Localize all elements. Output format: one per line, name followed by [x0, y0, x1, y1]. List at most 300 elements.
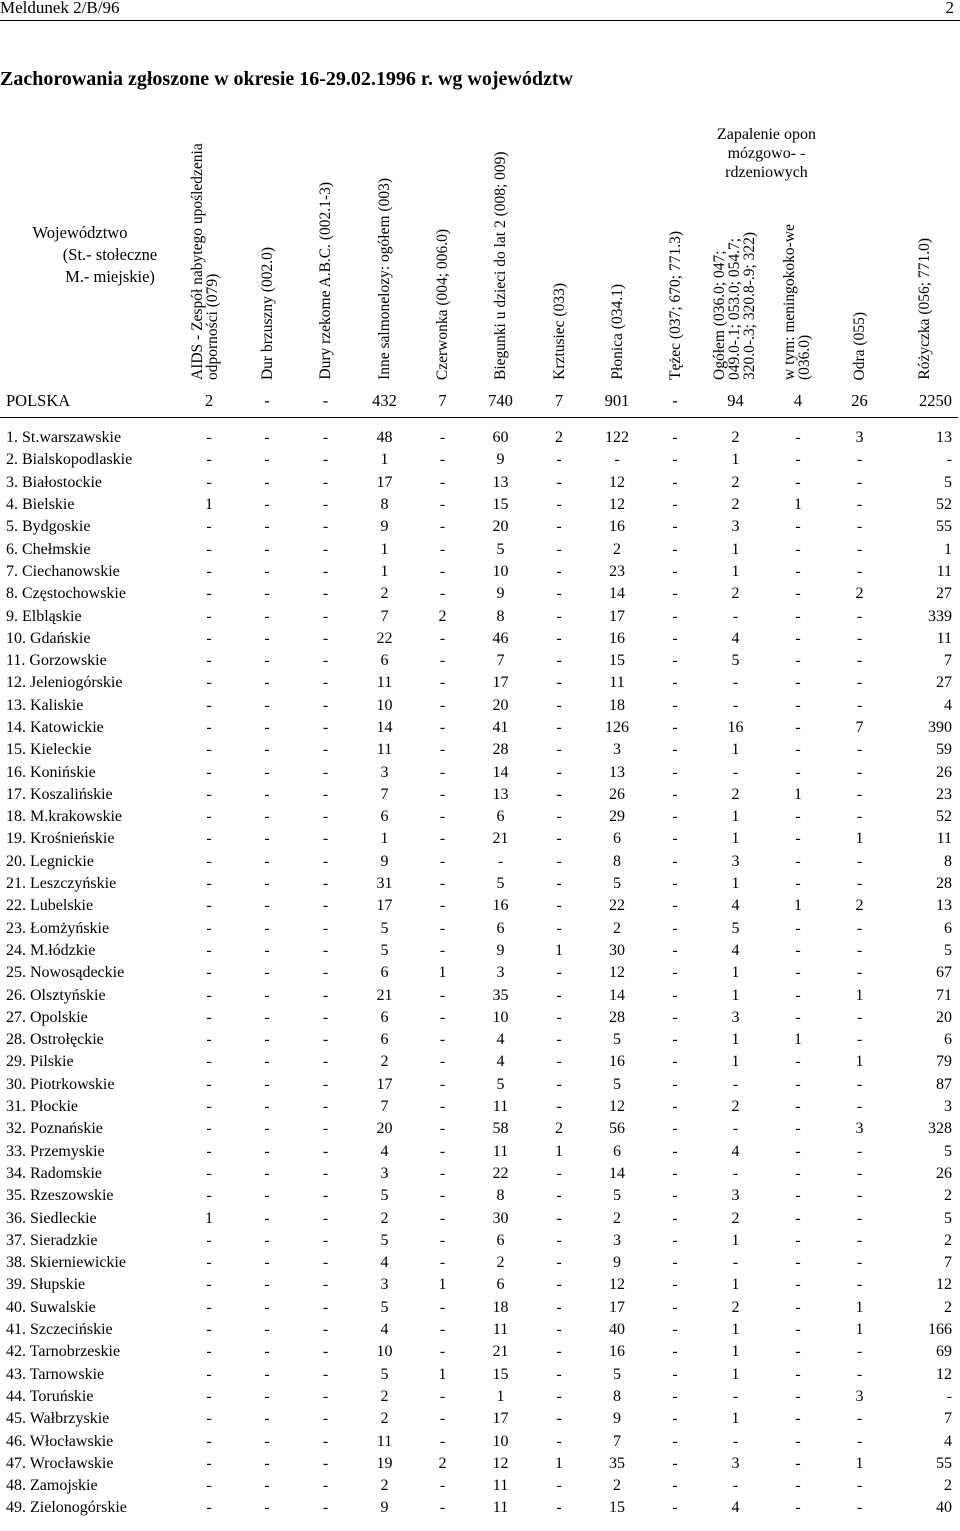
- cell: 15: [609, 652, 625, 670]
- cell: -: [264, 1008, 270, 1026]
- cell: -: [856, 1254, 863, 1272]
- row-name: 2. Bialskopodlaskie: [6, 451, 133, 469]
- cell: -: [795, 1321, 801, 1339]
- cell: -: [322, 852, 329, 870]
- cell: -: [322, 1343, 329, 1361]
- cell: 3: [855, 1120, 864, 1138]
- row-name: 29. Pilskie: [6, 1053, 74, 1071]
- cell: 20: [492, 696, 509, 714]
- cell: -: [795, 875, 801, 893]
- cell: -: [556, 785, 562, 803]
- cell: 3: [496, 964, 505, 982]
- cell: 1: [205, 496, 213, 514]
- disease-table: [0, 125, 958, 1520]
- row-name: 23. Łomżyńskie: [6, 919, 110, 937]
- cell: 60: [492, 429, 509, 447]
- cell: -: [322, 1120, 329, 1138]
- cell: 7: [944, 1410, 952, 1428]
- cell: -: [795, 696, 801, 714]
- cell: -: [795, 1387, 801, 1405]
- cell: 6: [944, 1031, 952, 1049]
- cell: 13: [492, 785, 509, 803]
- cell: -: [206, 1075, 212, 1093]
- cell: 13: [609, 763, 625, 781]
- table-row: [0, 717, 958, 739]
- cell: 3: [613, 1231, 621, 1249]
- cell: 6: [380, 808, 389, 826]
- cell: -: [439, 808, 446, 826]
- table-row: [0, 695, 958, 717]
- cell: 16: [609, 518, 625, 536]
- cell: -: [322, 1499, 329, 1517]
- cell: -: [672, 1410, 678, 1428]
- row-name: 20. Legnickie: [6, 852, 94, 870]
- cell: -: [795, 941, 801, 959]
- cell: 901: [588, 385, 646, 418]
- cell: -: [946, 1387, 952, 1405]
- cell: -: [439, 919, 446, 937]
- cell: 48: [376, 429, 393, 447]
- cell: 2: [731, 496, 740, 514]
- cell: 1: [731, 1365, 740, 1383]
- cell: -: [795, 1254, 801, 1272]
- cell: -: [264, 741, 270, 759]
- cell: -: [856, 496, 863, 514]
- cell: -: [439, 830, 446, 848]
- cell: -: [439, 629, 446, 647]
- cell: 2: [731, 1209, 740, 1227]
- cell: 30: [609, 941, 625, 959]
- cell: -: [856, 1164, 863, 1182]
- cell: -: [206, 607, 212, 625]
- table-row: [0, 1207, 958, 1229]
- cell: -: [264, 1387, 270, 1405]
- page-title: Zachorowania zgłoszone w okresie 16-29.02.1996 r. wg województw: [0, 68, 573, 90]
- table-row: [0, 1453, 958, 1475]
- cell: -: [206, 986, 212, 1004]
- cell: -: [322, 1031, 329, 1049]
- cell: -: [206, 1098, 212, 1116]
- cell: -: [322, 1187, 329, 1205]
- cell: 2: [855, 585, 864, 603]
- cell: -: [795, 451, 801, 469]
- cell: -: [856, 473, 863, 491]
- cell: 7: [380, 785, 389, 803]
- cell: 6: [496, 1276, 505, 1294]
- cell: -: [732, 607, 739, 625]
- cell: -: [556, 852, 562, 870]
- cell: 1: [555, 1142, 563, 1160]
- cell: -: [322, 562, 329, 580]
- cell: -: [264, 830, 270, 848]
- cell: -: [264, 1098, 270, 1116]
- table-row: [0, 1274, 958, 1296]
- cell: -: [795, 585, 801, 603]
- table-row: [0, 984, 958, 1006]
- table-row: [0, 918, 958, 940]
- cell: 5: [944, 941, 952, 959]
- row-name: 41. Szczecińskie: [6, 1321, 113, 1339]
- cell: 19: [376, 1454, 393, 1472]
- table-row: [0, 561, 958, 583]
- cell: -: [322, 1365, 329, 1383]
- cell: -: [206, 629, 212, 647]
- cell: -: [856, 1209, 863, 1227]
- cell: 4: [496, 1053, 505, 1071]
- cell: 21: [492, 1343, 509, 1361]
- cell: -: [206, 696, 212, 714]
- cell: -: [672, 674, 678, 692]
- cell: 14: [376, 719, 393, 736]
- cell: 1: [496, 1387, 505, 1405]
- cell: 1: [731, 562, 740, 580]
- table-row: [0, 1297, 958, 1319]
- table-row: [0, 650, 958, 672]
- cell: -: [732, 1254, 739, 1272]
- cell: 2: [944, 1187, 952, 1205]
- cell: 6: [380, 1031, 389, 1049]
- cell: -: [206, 1321, 212, 1339]
- cell: -: [556, 719, 562, 736]
- cell: -: [264, 696, 270, 714]
- row-name: 1. St.warszawskie: [6, 429, 122, 447]
- cell: 12: [609, 1276, 625, 1294]
- cell: 1: [731, 1031, 740, 1049]
- cell: -: [264, 1343, 270, 1361]
- cell: 16: [727, 719, 744, 736]
- cell: -: [672, 1231, 678, 1249]
- cell: 4: [731, 1499, 740, 1517]
- cell: 2: [613, 919, 621, 937]
- cell: 12: [492, 1454, 509, 1472]
- cell: -: [946, 451, 952, 469]
- table-row: [0, 449, 958, 471]
- cell: 2: [380, 585, 389, 603]
- cell: 8: [496, 1187, 505, 1205]
- cell: -: [206, 1031, 212, 1049]
- cell: -: [206, 741, 212, 759]
- row-name: 11. Gorzowskie: [6, 652, 107, 670]
- cell: 28: [609, 1008, 625, 1026]
- cell: 3: [731, 852, 740, 870]
- cell: -: [264, 919, 270, 937]
- cell: 1: [731, 1231, 740, 1249]
- cell: 1: [731, 1321, 740, 1339]
- cell: 9: [380, 518, 389, 536]
- table-row: [0, 1230, 958, 1252]
- cell: 4: [380, 1254, 389, 1272]
- cell: -: [856, 1343, 863, 1361]
- table-row: [0, 538, 958, 560]
- col-header-meningococcal: w tym: meningokoko-we (036.0): [781, 224, 813, 380]
- cell: -: [556, 1098, 562, 1116]
- cell: -: [439, 1142, 446, 1160]
- cell: -: [672, 919, 678, 937]
- page-header: [0, 0, 960, 21]
- cell: -: [322, 518, 329, 536]
- cell: -: [856, 607, 863, 625]
- cell: -: [795, 1098, 801, 1116]
- cell: -: [322, 808, 329, 826]
- cell: -: [322, 1298, 329, 1316]
- cell: -: [439, 1321, 446, 1339]
- cell: -: [322, 964, 329, 982]
- cell: -: [322, 785, 329, 803]
- cell: -: [439, 540, 446, 558]
- cell: -: [672, 696, 678, 714]
- cell: 20: [492, 518, 509, 536]
- cell: -: [856, 1008, 863, 1026]
- cell: -: [439, 1231, 446, 1249]
- cell: 11: [936, 562, 952, 580]
- row-name: 17. Koszalińskie: [6, 785, 113, 803]
- table-row: [0, 962, 958, 984]
- cell: -: [264, 674, 270, 692]
- cell: 21: [492, 830, 509, 848]
- cell: 58: [492, 1120, 509, 1138]
- meningitis-group-header: Zapalenie opon mózgowo- -rdzeniowych: [716, 126, 817, 181]
- cell: -: [264, 540, 270, 558]
- cell: -: [856, 696, 863, 714]
- cell: -: [556, 607, 562, 625]
- cell: -: [264, 1120, 270, 1138]
- cell: -: [856, 875, 863, 893]
- cell: 1: [731, 1410, 740, 1428]
- cell: -: [439, 1075, 446, 1093]
- cell: 7: [414, 385, 471, 418]
- cell: -: [795, 1499, 801, 1517]
- cell: -: [672, 1343, 678, 1361]
- cell: -: [206, 518, 212, 536]
- col-header-diarrhea: Biegunki u dzieci do lat 2 (008; 009): [492, 151, 509, 380]
- cell: -: [322, 696, 329, 714]
- table-row: [0, 1074, 958, 1096]
- table-row: [0, 940, 958, 962]
- cell: 7: [613, 1432, 621, 1450]
- cell: 4: [944, 696, 952, 714]
- col-header-dysentery: Czerwonka (004; 006.0): [434, 228, 451, 380]
- cell: 3: [944, 1098, 952, 1116]
- cell: -: [206, 1008, 212, 1026]
- cell: 9: [496, 941, 505, 959]
- cell: -: [206, 1499, 212, 1517]
- cell: -: [556, 696, 562, 714]
- cell: -: [439, 875, 446, 893]
- header-row-1: [0, 125, 958, 200]
- cell: 17: [609, 1298, 625, 1316]
- cell: -: [556, 1321, 562, 1339]
- cell: 6: [613, 1142, 621, 1160]
- table-row: [0, 1386, 958, 1408]
- cell: 13: [936, 897, 952, 915]
- cell: -: [672, 1164, 678, 1182]
- cell: -: [795, 1276, 801, 1294]
- bulletin-number: Meldunek 2/B/96: [0, 0, 120, 17]
- cell: 9: [380, 852, 389, 870]
- cell: 122: [605, 429, 629, 447]
- cell: -: [264, 808, 270, 826]
- col-header-paratyphoid: Dury rzekome A.B.C. (002.1-3): [317, 182, 334, 380]
- cell: -: [672, 1298, 678, 1316]
- cell: 12: [936, 1276, 952, 1294]
- cell: 7: [380, 607, 389, 625]
- table-row: [0, 583, 958, 605]
- cell: -: [556, 629, 562, 647]
- row-name: 49. Zielonogórskie: [6, 1499, 127, 1517]
- cell: 6: [496, 1231, 505, 1249]
- cell: 4: [731, 629, 740, 647]
- cell: -: [439, 1164, 446, 1182]
- cell: 12: [609, 496, 625, 514]
- cell: 94: [704, 385, 767, 418]
- cell: -: [264, 1276, 270, 1294]
- cell: 740: [471, 385, 530, 418]
- cell: 5: [613, 1031, 621, 1049]
- table-row: [0, 1341, 958, 1363]
- cell: 7: [496, 652, 505, 670]
- table-row: [0, 1029, 958, 1051]
- cell: 2: [380, 1477, 389, 1495]
- col-header-typhoid: Dur brzuszny (002.0): [258, 246, 276, 380]
- row-name: 3. Białostockie: [6, 473, 102, 491]
- cell: -: [439, 473, 446, 491]
- cell: -: [672, 763, 678, 781]
- cell: -: [672, 830, 678, 848]
- cell: 1: [794, 897, 802, 915]
- cell: -: [206, 1187, 212, 1205]
- row-name: 5. Bydgoskie: [6, 518, 91, 536]
- cell: 3: [731, 518, 740, 536]
- cell: -: [206, 1276, 212, 1294]
- cell: 15: [609, 1499, 625, 1517]
- cell: 328: [928, 1120, 952, 1138]
- table-row: [0, 1363, 958, 1385]
- cell: 27: [936, 674, 952, 692]
- table-row: [0, 1141, 958, 1163]
- cell: -: [206, 562, 212, 580]
- cell: -: [206, 1053, 212, 1071]
- cell: -: [439, 941, 446, 959]
- cell: -: [856, 540, 863, 558]
- row-name: 16. Konińskie: [6, 763, 96, 781]
- cell: 17: [609, 607, 625, 625]
- cell: -: [264, 1164, 270, 1182]
- cell: 8: [613, 1387, 621, 1405]
- cell: -: [206, 1231, 212, 1249]
- row-name: 27. Opolskie: [6, 1008, 88, 1026]
- cell: 7: [944, 1254, 952, 1272]
- cell: -: [672, 1187, 678, 1205]
- cell: 1: [731, 741, 740, 759]
- cell: -: [322, 652, 329, 670]
- cell: 2: [496, 1254, 505, 1272]
- cell: -: [856, 1187, 863, 1205]
- row-name: 32. Poznańskie: [6, 1120, 103, 1138]
- cell: -: [206, 1120, 212, 1138]
- cell: -: [556, 1187, 562, 1205]
- cell: -: [322, 1098, 329, 1116]
- cell: -: [264, 585, 270, 603]
- row-name: 46. Włocławskie: [6, 1432, 114, 1450]
- cell: 166: [928, 1321, 952, 1339]
- cell: -: [795, 540, 801, 558]
- cell: -: [856, 1142, 863, 1160]
- cell: -: [672, 652, 678, 670]
- cell: -: [439, 1008, 446, 1026]
- cell: -: [856, 1231, 863, 1249]
- cell: 1: [438, 964, 447, 982]
- cell: -: [322, 719, 329, 736]
- cell: -: [795, 919, 801, 937]
- cell: -: [439, 897, 446, 915]
- cell: 16: [492, 897, 509, 915]
- cell: -: [264, 941, 270, 959]
- cell: 6: [380, 652, 389, 670]
- cell: 5: [944, 1142, 952, 1160]
- cell: -: [264, 1031, 270, 1049]
- cell: 16: [609, 629, 625, 647]
- cell: 11: [492, 1321, 509, 1339]
- cell: 8: [944, 852, 952, 870]
- cell: -: [556, 1231, 562, 1249]
- cell: -: [264, 607, 270, 625]
- col-header-pertussis: Krztusiec (033): [550, 283, 568, 380]
- cell: -: [856, 1432, 863, 1450]
- row-name: 24. M.łódzkie: [6, 941, 96, 959]
- row-name: 25. Nowosądeckie: [6, 964, 125, 982]
- cell: 1: [438, 1276, 447, 1294]
- cell: -: [264, 852, 270, 870]
- cell: -: [556, 1031, 562, 1049]
- cell: -: [556, 1499, 562, 1517]
- cell: -: [322, 941, 329, 959]
- cell: -: [439, 1254, 446, 1272]
- cell: 5: [380, 1298, 389, 1316]
- cell: -: [322, 1276, 329, 1294]
- cell: 23: [936, 785, 952, 803]
- cell: 126: [605, 719, 629, 736]
- cell: -: [264, 1432, 270, 1450]
- cell: 14: [609, 1164, 625, 1182]
- cell: 3: [613, 741, 621, 759]
- cell: 28: [936, 875, 952, 893]
- cell: 5: [613, 1365, 621, 1383]
- cell: -: [439, 1120, 446, 1138]
- cell: -: [732, 1164, 739, 1182]
- cell: 1: [731, 451, 740, 469]
- cell: 1: [731, 875, 740, 893]
- cell: 10: [376, 1343, 393, 1361]
- cell: -: [795, 607, 801, 625]
- cell: -: [322, 763, 329, 781]
- cell: 2: [613, 540, 621, 558]
- cell: 59: [936, 741, 952, 759]
- cell: -: [439, 451, 446, 469]
- cell: -: [672, 897, 678, 915]
- cell: -: [856, 1410, 863, 1428]
- page-number: 2: [945, 0, 954, 17]
- cell: -: [672, 941, 678, 959]
- cell: 2: [731, 473, 740, 491]
- cell: -: [556, 763, 562, 781]
- cell: -: [856, 1031, 863, 1049]
- cell: 3: [731, 1187, 740, 1205]
- cell: 3: [380, 1164, 389, 1182]
- cell: 11: [376, 741, 393, 759]
- cell: -: [264, 986, 270, 1004]
- cell: 3: [731, 1454, 740, 1472]
- cell: -: [206, 830, 212, 848]
